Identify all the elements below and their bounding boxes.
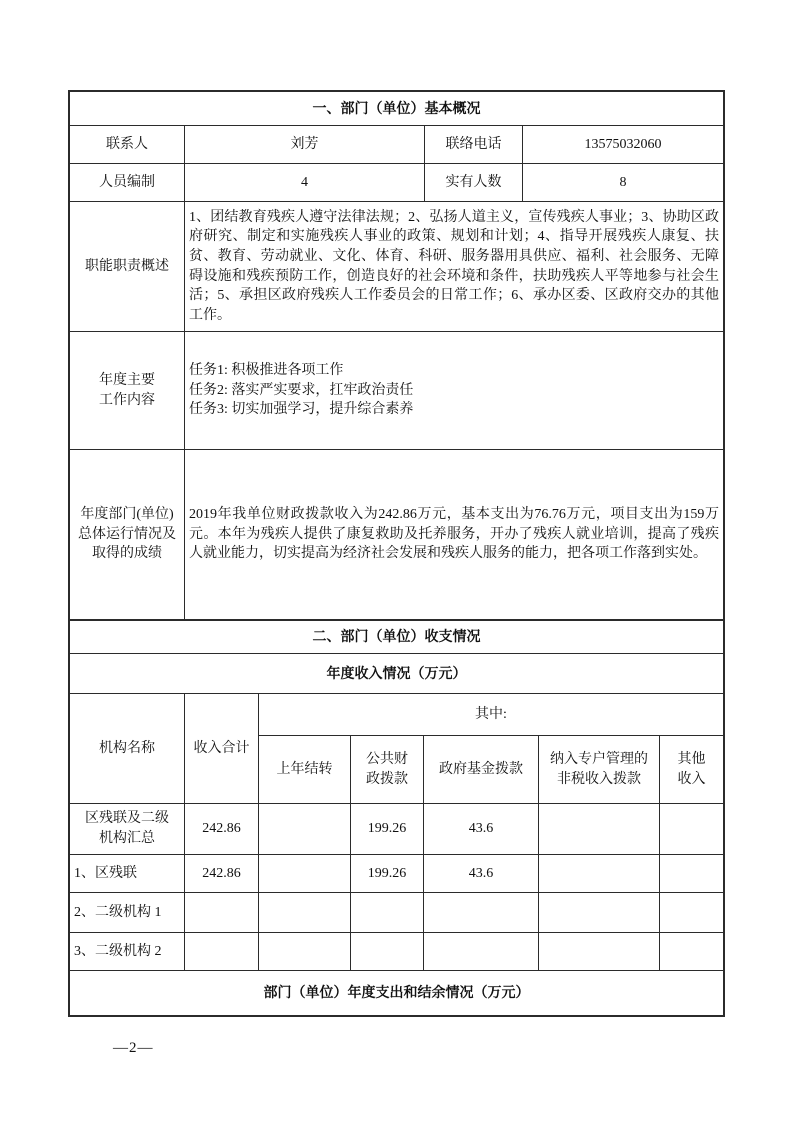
contact-value: 刘芳: [185, 126, 425, 164]
table-row: [70, 855, 724, 893]
org-name-cell: 1、区残联: [70, 855, 185, 893]
annual-work-content: [185, 332, 724, 450]
income-cell: [351, 893, 424, 933]
contact-label: 联系人: [70, 126, 185, 164]
contact-row: [70, 126, 724, 164]
gov-fund-header: 政府基金拨款: [424, 736, 539, 804]
overall-label: 年度部门(单位)总体运行情况及取得的成绩: [70, 450, 185, 620]
carryover-header: 上年结转: [259, 736, 351, 804]
annual-work-label: [70, 332, 185, 450]
phone-label: 联络电话: [425, 126, 523, 164]
task-line: 任务3: 切实加强学习，提升综合素养: [189, 402, 414, 418]
duty-content: 1、团结教育残疾人遵守法律法规；2、弘扬人道主义，宣传残疾人事业；3、协助区政府研究、制定和实施残疾人事业的政策、规划和计划；4、指导开展残疾人康复、扶贫、教育、劳动就业、文化、体育、科研、服务器用具供应、福利、社会服务、无障碍设施和残疾预防工作，创造良好的社会环境和条件，扶助残疾人平等地参与社会生活；5、承担区政府残疾人工作委员会的日常工作；6、承办区委、区政府交办的其他工作。: [185, 202, 724, 332]
income-header-row-1: [70, 694, 724, 736]
expense-title-row: [70, 971, 724, 1016]
annual-work-row: [70, 332, 724, 450]
actual-staff-label: 实有人数: [425, 164, 523, 202]
org-name-cell: 区残联及二级机构汇总: [70, 804, 185, 855]
income-cell: [424, 893, 539, 933]
task-line: 任务1: 积极推进各项工作: [189, 363, 344, 379]
org-name-header: 机构名称: [70, 694, 185, 804]
income-cell: 242.86: [185, 804, 259, 855]
income-cell: [259, 933, 351, 971]
basic-info-table: [69, 91, 724, 620]
income-cell: [660, 855, 724, 893]
income-cell: 199.26: [351, 855, 424, 893]
income-cell: 242.86: [185, 855, 259, 893]
table-row: [70, 933, 724, 971]
duty-label: 职能职责概述: [70, 202, 185, 332]
nontax-header: 纳入专户管理的非税收入拨款: [539, 736, 660, 804]
public-finance-header: 公共财政拨款: [351, 736, 424, 804]
income-cell: [424, 933, 539, 971]
income-cell: 43.6: [424, 804, 539, 855]
overall-row: [70, 450, 724, 620]
income-title: 年度收入情况（万元）: [70, 654, 724, 694]
table-row: [70, 893, 724, 933]
actual-staff-value: 8: [523, 164, 724, 202]
table-row: [70, 804, 724, 855]
income-cell: 43.6: [424, 855, 539, 893]
income-cell: [660, 893, 724, 933]
section1-title: 一、部门（单位）基本概况: [70, 92, 724, 126]
org-name-cell: 3、二级机构 2: [70, 933, 185, 971]
task-line: 任务2: 落实严实要求，扛牢政治责任: [189, 382, 414, 398]
page-number: —2—: [113, 1040, 154, 1056]
income-cell: [185, 893, 259, 933]
other-income-header: 其他收入: [660, 736, 724, 804]
overall-content: 2019年我单位财政拨款收入为242.86万元，基本支出为76.76万元，项目支出为159万元。本年为残疾人提供了康复救助及托养服务，开办了残疾人就业培训，提高了残疾人就业能力，切实提高为经济社会发展和残疾人服务的能力，把各项工作落到实处。: [185, 450, 724, 620]
staffing-label: 人员编制: [70, 164, 185, 202]
income-title-row: [70, 654, 724, 694]
section2-title: 二、部门（单位）收支情况: [70, 621, 724, 654]
among-which-header: 其中:: [259, 694, 724, 736]
income-cell: [660, 804, 724, 855]
income-total-header: 收入合计: [185, 694, 259, 804]
report-document: [68, 90, 725, 1017]
income-cell: [539, 933, 660, 971]
income-cell: [539, 804, 660, 855]
income-cell: [660, 933, 724, 971]
staffing-row: [70, 164, 724, 202]
income-cell: [259, 855, 351, 893]
income-cell: [185, 933, 259, 971]
income-cell: [539, 893, 660, 933]
income-cell: [259, 804, 351, 855]
income-cell: [539, 855, 660, 893]
section1-title-row: [70, 92, 724, 126]
income-cell: [259, 893, 351, 933]
org-name-cell: 2、二级机构 1: [70, 893, 185, 933]
income-cell: 199.26: [351, 804, 424, 855]
income-cell: [351, 933, 424, 971]
annual-work-label-text: 年度主要工作内容: [99, 372, 155, 408]
section2-title-row: [70, 621, 724, 654]
phone-value: 13575032060: [523, 126, 724, 164]
expense-title: 部门（单位）年度支出和结余情况（万元）: [70, 971, 724, 1016]
staffing-value: 4: [185, 164, 425, 202]
duty-row: [70, 202, 724, 332]
income-table: [69, 620, 724, 1016]
